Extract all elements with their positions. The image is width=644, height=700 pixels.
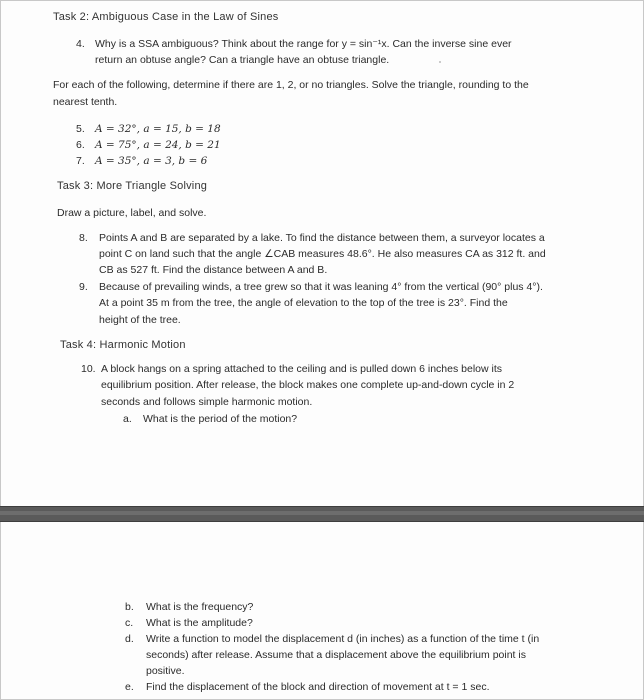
q4-line-2: return an obtuse angle? Can a triangle have an obtuse triangle. <box>95 54 390 66</box>
task4-heading: Task 4: Harmonic Motion <box>60 339 186 351</box>
page-separator-bar <box>0 506 644 522</box>
part-e-letter: e. <box>125 681 134 693</box>
task2-intro-line-1: For each of the following, determine if there are 1, 2, or no triangles. Solve the triangle, rounding to the <box>53 79 529 91</box>
problem-5-text: A = 32°, a = 15, b = 18 <box>95 123 221 135</box>
task3-heading: Task 3: More Triangle Solving <box>57 180 208 192</box>
q9-line-3: height of the tree. <box>99 314 181 326</box>
q8-line-3: CB as 527 ft. Find the distance between A and B. <box>99 264 328 276</box>
problem-7-number: 7. <box>76 155 85 167</box>
q8-line-1: Points A and B are separated by a lake. To find the distance between them, a surveyor locates a <box>99 232 545 244</box>
part-e-text: Find the displacement of the block and direction of movement at t = 1 sec. <box>146 681 490 693</box>
task2-intro-line-2: nearest tenth. <box>53 96 118 108</box>
q10-line-2: equilibrium position. After release, the block makes one complete up-and-down cycle in 2 <box>101 379 515 391</box>
q4-line-1: Why is a SSA ambiguous? Think about the range for y = sin⁻¹x. Can the inverse sine ever <box>95 38 512 50</box>
part-c-letter: c. <box>125 617 134 629</box>
part-d-line-2: seconds) after release. Assume that a displacement above the equilibrium point is <box>146 649 526 661</box>
part-a-letter: a. <box>123 413 132 425</box>
part-b-letter: b. <box>125 601 134 613</box>
part-b-text: What is the frequency? <box>146 601 254 613</box>
part-d-line-3: positive. <box>146 665 185 677</box>
q9-line-2: At a point 35 m from the tree, the angle of elevation to the top of the tree is 23°. Find the <box>99 297 508 309</box>
problem-6-number: 6. <box>76 139 85 151</box>
q4-number: 4. <box>76 38 85 50</box>
q10-line-1: A block hangs on a spring attached to the ceiling and is pulled down 6 inches below its <box>101 363 503 375</box>
task2-heading: Task 2: Ambiguous Case in the Law of Sines <box>53 11 279 23</box>
problem-7-text: A = 35°, a = 3, b = 6 <box>95 155 208 167</box>
q9-number: 9. <box>79 281 88 293</box>
page-separator-inner <box>0 511 644 515</box>
problem-6-text: A = 75°, a = 24, b = 21 <box>95 139 221 151</box>
problem-5-number: 5. <box>76 123 85 135</box>
part-c-text: What is the amplitude? <box>146 617 253 629</box>
task3-instruction: Draw a picture, label, and solve. <box>57 207 207 219</box>
part-a-text: What is the period of the motion? <box>143 413 298 425</box>
q10-line-3: seconds and follows simple harmonic motion. <box>101 396 313 408</box>
q8-number: 8. <box>79 232 88 244</box>
stray-mark <box>439 61 441 63</box>
part-d-letter: d. <box>125 633 134 645</box>
q10-number: 10. <box>81 363 96 375</box>
q9-line-1: Because of prevailing winds, a tree grew so that it was leaning 4° from the vertical (90° plus 4°). <box>99 281 543 293</box>
part-d-line-1: Write a function to model the displacement d (in inches) as a function of the time t (in <box>146 633 540 645</box>
q8-line-2: point C on land such that the angle ∠CAB measures 48.6°. He also measures CA as 312 ft. and <box>99 248 546 260</box>
